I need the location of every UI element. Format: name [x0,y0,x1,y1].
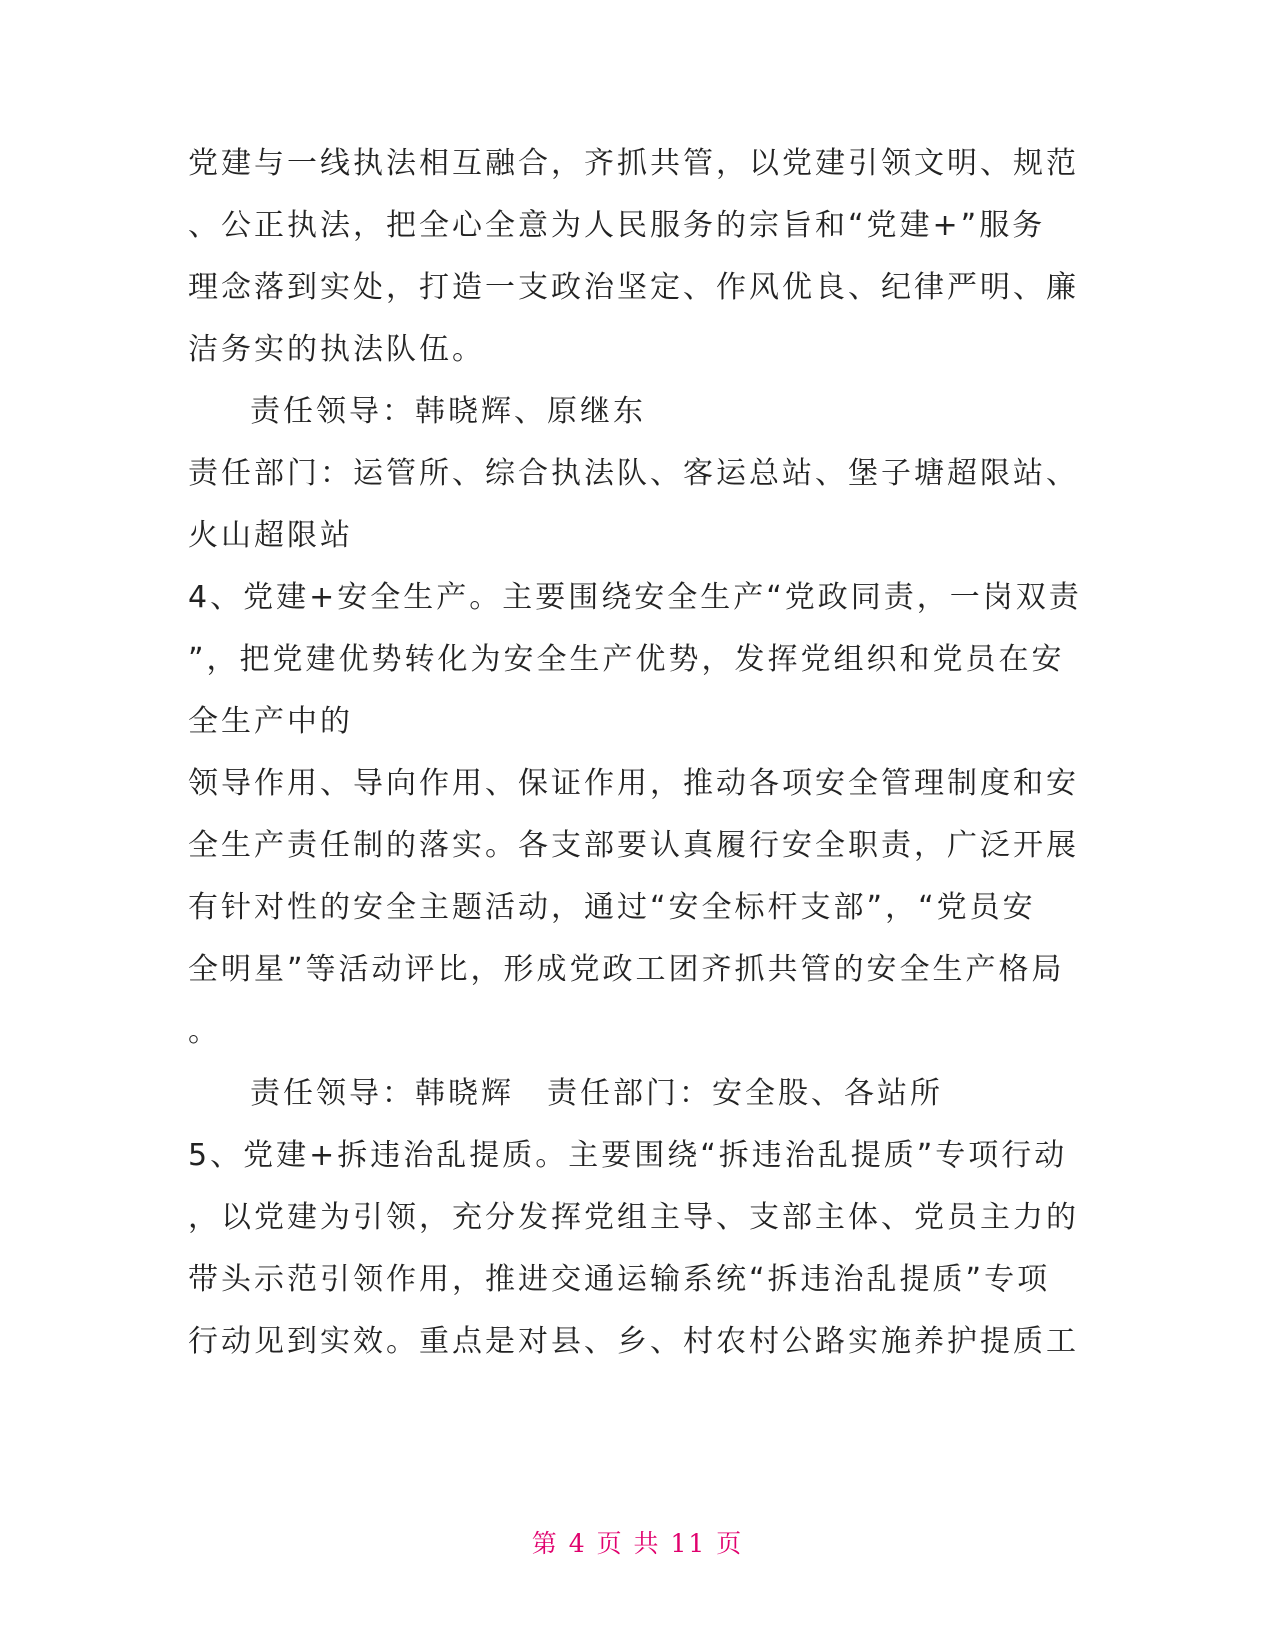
section-5-heading-line: 5、党建+拆违治乱提质。主要围绕“拆违治乱提质”专项行动 [188,1138,1068,1173]
responsible-leader-line: 责任领导：韩晓辉、原继东 [250,394,646,429]
section-4-heading-line: 4、党建+安全生产。主要围绕安全生产“党政同责，一岗双责 [188,580,1082,615]
text-line: 全生产责任制的落实。各支部要认真履行安全职责，广泛开展 [188,828,1079,863]
text-line: 有针对性的安全主题活动，通过“安全标杆支部”，“党员安 [188,890,1036,925]
text-line: 全明星”等活动评比，形成党政工团齐抓共管的安全生产格局 [188,952,1065,987]
responsible-leader-line: 责任领导：韩晓辉 责任部门：安全股、各站所 [250,1076,943,1111]
text-line: ，以党建为引领，充分发挥党组主导、支部主体、党员主力的 [188,1200,1079,1235]
text-line: 理念落到实处，打造一支政治坚定、作风优良、纪律严明、廉 [188,270,1079,305]
text-line: 。 [188,1014,221,1049]
text-line: 带头示范引领作用，推进交通运输系统“拆违治乱提质”专项 [188,1262,1051,1297]
text-line: 火山超限站 [188,518,353,553]
text-line: 、公正执法，把全心全意为人民服务的宗旨和“党建+”服务 [188,208,1046,243]
text-line: 党建与一线执法相互融合，齐抓共管，以党建引领文明、规范 [188,146,1079,181]
responsible-department-line: 责任部门：运管所、综合执法队、客运总站、堡子塘超限站、 [188,456,1079,491]
text-line: 全生产中的 [188,704,353,739]
text-line: 领导作用、导向作用、保证作用，推动各项安全管理制度和安 [188,766,1079,801]
text-line: ”，把党建优势转化为安全生产优势，发挥党组织和党员在安 [188,642,1065,677]
text-line: 洁务实的执法队伍。 [188,332,485,367]
page-number-footer: 第 4 页 共 11 页 [531,1529,744,1558]
text-line: 行动见到实效。重点是对县、乡、村农村公路实施养护提质工 [188,1324,1079,1359]
